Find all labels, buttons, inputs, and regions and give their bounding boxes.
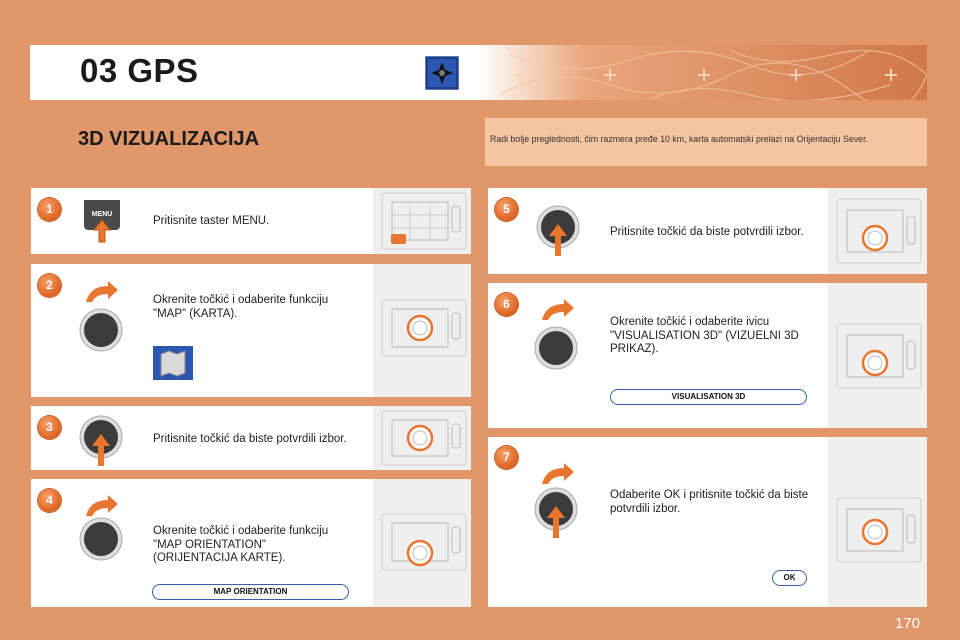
menu-button-highlight	[391, 234, 406, 244]
page-number: 170	[894, 615, 920, 632]
navigation-icon	[425, 56, 459, 90]
step-badge-4: 4	[38, 489, 61, 512]
step-badge-5: 5	[495, 198, 518, 221]
step-text-3: Pritisnite točkić da biste potvrdili izbor.	[153, 433, 347, 445]
chapter-title: 03 GPS	[80, 52, 199, 89]
step-badge-2: 2	[38, 274, 61, 297]
press-knob-icon	[533, 486, 579, 540]
control-knob-icon	[78, 307, 124, 353]
step-text-6: Okrenite točkić i odaberite ivicu "VISUALISATION 3D" (VIZUELNI 3D PRIKAZ).	[610, 316, 799, 355]
radio-unit-illustration	[378, 511, 470, 573]
radio-unit-illustration	[833, 495, 925, 565]
step-text-7: Odaberite OK i pritisnite točkić da biste potvrdili izbor.	[610, 489, 809, 515]
step-text-1: Pritisnite taster MENU.	[153, 215, 270, 227]
step-text-5: Pritisnite točkić da biste potvrdili izbor.	[610, 226, 804, 238]
section-title: 3D VIZUALIZACIJA	[78, 128, 260, 150]
rotate-arrow-icon	[538, 298, 578, 322]
rotate-arrow-icon	[82, 280, 122, 304]
control-knob-icon	[533, 325, 579, 371]
radio-unit-illustration	[833, 321, 925, 391]
rotate-arrow-icon	[82, 494, 122, 518]
info-note: Radi bolje preglednosti, čim razmera pređe 10 km, karta automatski prelazi na Orijentaciju Sever.	[490, 134, 868, 144]
menu-button-label: MENU	[91, 211, 113, 218]
radio-unit-illustration	[378, 408, 470, 468]
map-orientation-menu-item: MAP ORIENTATION	[152, 584, 349, 600]
ok-menu-item: OK	[772, 570, 807, 586]
map-icon	[153, 346, 193, 380]
radio-unit-illustration	[833, 196, 925, 266]
rotate-arrow-icon	[538, 462, 578, 486]
press-knob-icon	[535, 204, 581, 258]
radio-unit-illustration	[378, 297, 470, 359]
visualisation-3d-menu-item: VISUALISATION 3D	[610, 389, 807, 405]
step-text-4: Okrenite točkić i odaberite funkciju "MAP ORIENTATION" (ORIJENTACIJA KARTE).	[153, 525, 329, 564]
step-badge-7: 7	[495, 446, 518, 469]
press-knob-icon	[78, 414, 124, 468]
step-badge-6: 6	[495, 293, 518, 316]
step-badge-1: 1	[38, 198, 61, 221]
radio-unit-illustration	[378, 190, 470, 252]
menu-button-icon	[80, 194, 124, 244]
control-knob-icon	[78, 516, 124, 562]
step-text-2: Okrenite točkić i odaberite funkciju "MAP" (KARTA).	[153, 294, 329, 320]
step-badge-3: 3	[38, 416, 61, 439]
